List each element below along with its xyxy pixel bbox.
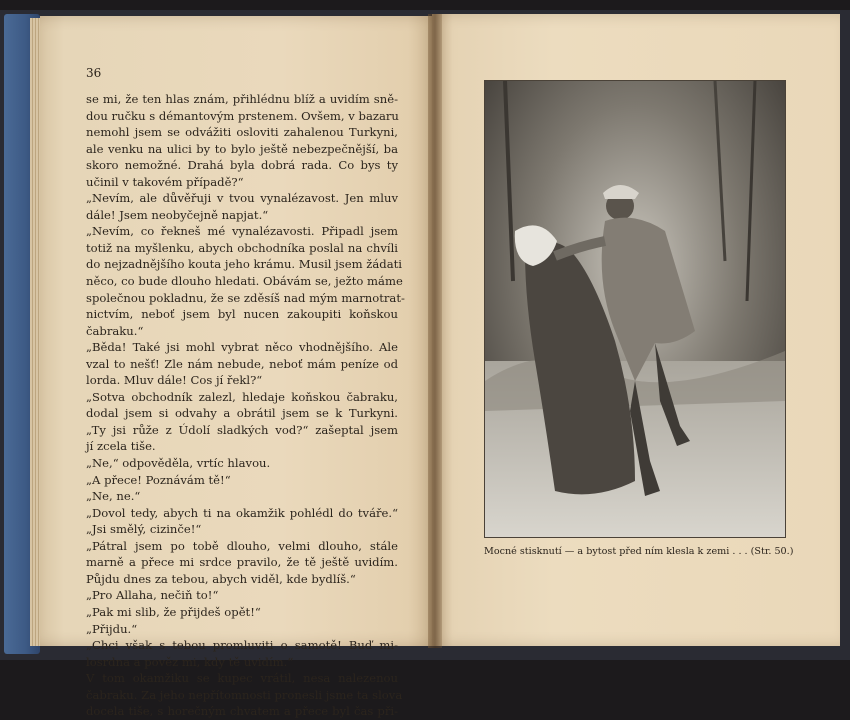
illustration: [484, 80, 786, 538]
text-line: „Ne, ne.“: [86, 489, 141, 504]
text-line: čabraku. Za jeho nepřítomnosti pronesli jsme ta slova: [86, 687, 403, 702]
text-line: ale venku na ulici by to bylo ještě nebezpečnější, ba: [86, 141, 398, 156]
text-line: „A přece! Poznávám tě!“: [86, 472, 231, 487]
text-line: „Přijdu.“: [86, 621, 138, 636]
text-line: jí zcela tiše.: [86, 439, 156, 454]
text-line: „Běda! Také jsi mohl vybrat něco vhodnějšího. Ale: [86, 340, 398, 355]
text-line: marně a přece mi srdce pravilo, že tě ještě uvidím.: [86, 555, 398, 570]
text-line: totiž na myšlenku, abych obchodníka poslal na chvíli: [86, 240, 398, 255]
text-line: dodal jsem si odvahy a obrátil jsem se k Turkyni.: [86, 406, 398, 421]
left-page-text: [86, 91, 405, 720]
text-line: „Pátral jsem po tobě dlouho, velmi dlouho, stále: [86, 538, 398, 553]
text-line: Půjdu dnes za tebou, abych viděl, kde bydlíš.“: [86, 571, 356, 586]
text-line: „Ne,“ odpověděla, vrtíc hlavou.: [86, 456, 271, 471]
text-line: se mi, že ten hlas znám, přihlédnu blíž a uvidím sně-: [86, 92, 398, 106]
text-line: „Pak mi slib, že přijdeš opět!“: [86, 604, 261, 619]
text-line: nictvím, neboť jsem byl nucen zakoupiti koňskou: [86, 307, 398, 322]
text-line: „Chci však s tebou promluviti o samotě! Buď mi-: [86, 638, 398, 653]
page-number: 36: [86, 66, 102, 80]
text-line: vzal to nešť! Zle nám nebude, neboť mám peníze od: [86, 356, 398, 371]
text-line: docela tiše, s horečným chvatem a přece byl čas při-: [86, 704, 398, 719]
text-line: „Dovol tedy, abych ti na okamžik pohlédl do tváře.“: [86, 505, 398, 520]
text-line: skoro nemožné. Drahá byla dobrá rada. Co bys ty: [86, 158, 398, 173]
illustration-caption: Mocné stisknutí — a bytost před ním klesla k zemi . . . (Str. 50.): [484, 546, 794, 557]
book-gutter: [428, 14, 442, 648]
text-line: čabraku.“: [86, 323, 144, 338]
illustration-engraving: [485, 81, 785, 537]
text-line: dou ručku s démantovým prstenem. Ovšem, v bazaru: [86, 108, 399, 123]
text-line: lorda. Mluv dále! Cos jí řekl?“: [86, 373, 263, 388]
text-line: společnou pokladnu, že se zděsíš nad mým marnotrat-: [86, 290, 405, 305]
text-line: „Pro Allaha, nečiň to!“: [86, 588, 219, 603]
text-line: losrdna a pověz mi, kdy tě uvidím.“: [86, 654, 294, 669]
text-line: nemohl jsem se odvážiti osloviti zahalenou Turkyni,: [86, 125, 398, 140]
text-line: do nejzadnějšího kouta jeho krámu. Musil jsem žádati: [86, 257, 402, 272]
text-line: něco, co bude dlouho hledati. Obávám se, ježto máme: [86, 274, 403, 289]
text-line: dále! Jsem neobyčejně napjat.“: [86, 207, 269, 222]
text-line: V tom okamžiku se kupec vrátil, nesa nalezenou: [86, 671, 398, 686]
text-line: „Sotva obchodník zalezl, hledaje koňskou čabraku,: [86, 389, 398, 404]
text-line: „Ty jsi růže z Údolí sladkých vod?“ zašeptal jsem: [86, 422, 398, 437]
text-line: „Nevím, co řekneš mé vynalézavosti. Připadl jsem: [86, 224, 398, 239]
text-line: „Jsi smělý, cizinče!“: [86, 522, 202, 537]
text-line: učinil v takovém případě?“: [86, 174, 244, 189]
text-line: „Nevím, ale důvěřuji v tvou vynalézavost. Jen mluv: [86, 191, 398, 206]
